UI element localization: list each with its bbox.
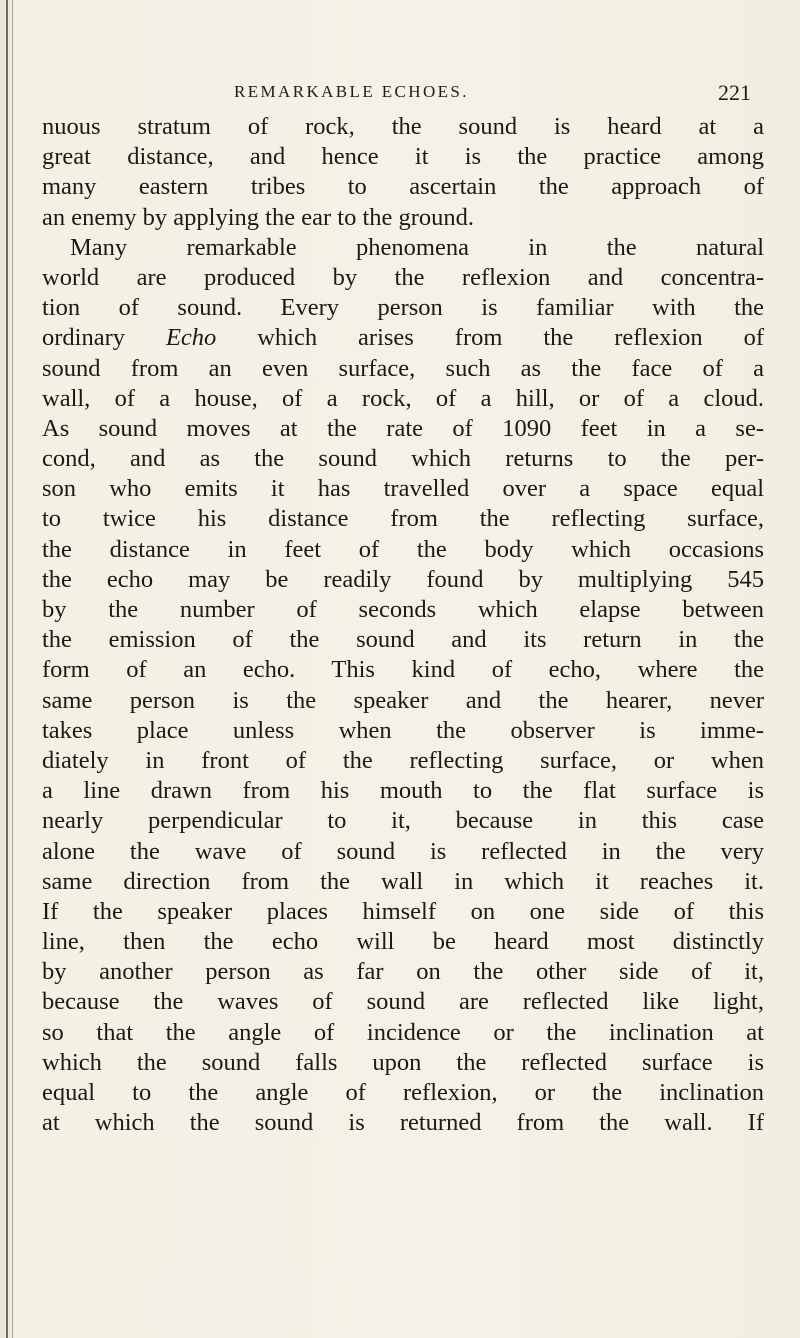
- text-line: to twice his distance from the reflecting surface,: [42, 505, 764, 533]
- text-line-echo: [42, 323, 764, 353]
- text-line: at which the sound is returned from the wall. If: [42, 1109, 764, 1137]
- page-header: [0, 80, 800, 110]
- text-line: alone the wave of sound is reflected in the very: [42, 837, 764, 865]
- text-line: the distance in feet of the body which occasions: [42, 535, 764, 563]
- running-head: REMARKABLE ECHOES.: [234, 82, 469, 101]
- page-number: 221: [718, 80, 751, 105]
- text-line: same direction from the wall in which it reaches it.: [42, 867, 764, 895]
- text-line: same person is the speaker and the hearer, never: [42, 686, 764, 714]
- text-line: tion of sound. Every person is familiar with the: [42, 294, 764, 322]
- text-line: cond, and as the sound which returns to the per-: [42, 445, 764, 473]
- text-line: by another person as far on the other side of it,: [42, 958, 764, 986]
- binding-edge: [6, 0, 8, 1338]
- text-line: the emission of the sound and its return in the: [42, 626, 764, 654]
- text-line: so that the angle of incidence or the inclination at: [42, 1018, 764, 1046]
- binding-edge-inner: [12, 0, 13, 1338]
- text-line: As sound moves at the rate of 1090 feet in a se-: [42, 414, 764, 442]
- text-line: an enemy by applying the ear to the ground.: [42, 203, 475, 231]
- text-line: diately in front of the reflecting surface, or when: [42, 746, 764, 774]
- text-line: sound from an even surface, such as the face of a: [42, 354, 764, 382]
- text-line: which the sound falls upon the reflected surface is: [42, 1048, 764, 1076]
- echo-italic-word: Echo: [165, 324, 217, 352]
- echo-line-after: which arises from the reflexion of: [216, 324, 764, 352]
- text-line: the echo may be readily found by multiplying 545: [42, 565, 764, 593]
- text-line: If the speaker places himself on one side of this: [42, 897, 764, 925]
- text-line: nearly perpendicular to it, because in this case: [42, 807, 764, 835]
- text-line: because the waves of sound are reflected like light,: [42, 988, 764, 1016]
- body-text: [42, 112, 764, 1138]
- text-line: line, then the echo will be heard most distinctly: [42, 928, 764, 956]
- text-line: form of an echo. This kind of echo, where the: [42, 656, 764, 684]
- text-line: by the number of seconds which elapse between: [42, 596, 764, 623]
- text-line: son who emits it has travelled over a space equal: [42, 475, 764, 503]
- text-line: many eastern tribes to ascertain the approach of: [42, 173, 764, 201]
- text-line: great distance, and hence it is the practice among: [42, 143, 764, 171]
- text-line: equal to the angle of reflexion, or the inclination: [42, 1079, 764, 1106]
- text-line: a line drawn from his mouth to the flat surface is: [42, 777, 764, 805]
- text-line: takes place unless when the observer is imme-: [42, 716, 764, 744]
- text-line: wall, of a house, of a rock, of a hill, or of a cloud.: [42, 384, 764, 412]
- text-line: nuous stratum of rock, the sound is heard at a: [42, 113, 764, 140]
- echo-line-before: ordinary: [42, 324, 166, 352]
- text-line: world are produced by the reflexion and concentra-: [42, 263, 764, 291]
- paragraph-start-line: Many remarkable phenomena in the natural: [70, 233, 764, 261]
